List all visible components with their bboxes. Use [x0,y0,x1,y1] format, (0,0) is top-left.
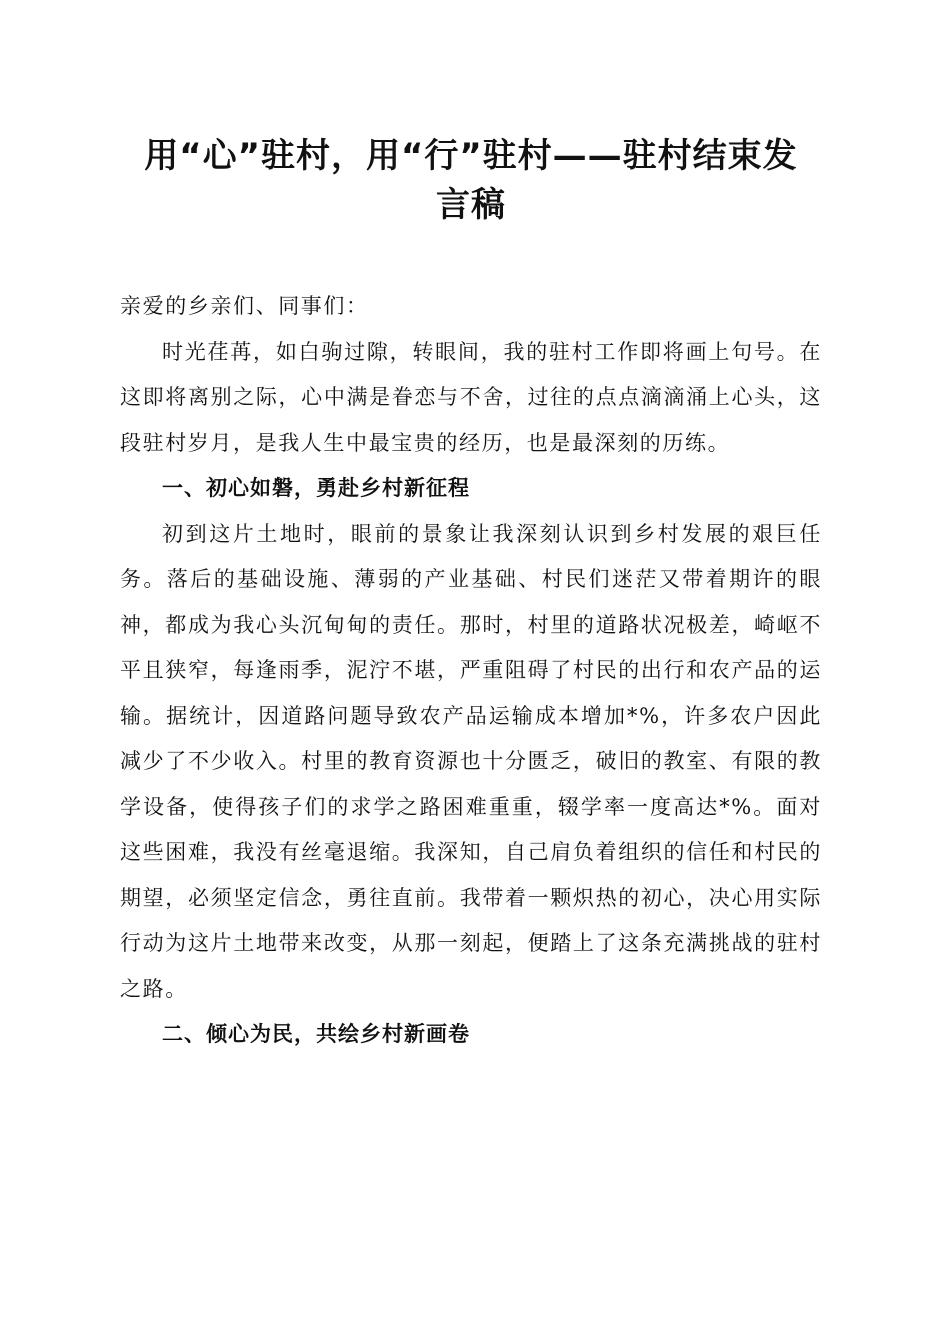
title-line-1: 用“心”驻村，用“行”驻村——驻村结束发 [144,136,798,176]
section-heading-1: 一、初心如磐，勇赴乡村新征程 [162,476,470,500]
paragraph-section-1: 初到这片土地时，眼前的景象让我深刻认识到乡村发展的艰巨任务。落后的基础设施、薄弱的产业基础、村民们迷茫又带着期许的眼神，都成为我心头沉甸甸的责任。那时，村里的道路状况极差，崎岖不平且狭窄，每逢雨季，泥泞不堪，严重阻碍了村民的出行和农产品的运输。据统计，因道路问题导致农产品运输成本增加*%，许多农户因此减少了不少收入。村里的教育资源也十分匮乏，破旧的教室、有限的教学设备，使得孩子们的求学之路困难重重，辍学率一度高达*%。面对这些困难，我没有丝毫退缩。我深知，自己肩负着组织的信任和村民的期望，必须坚定信念，勇往直前。我带着一颗炽热的初心，决心用实际行动为这片土地带来改变，从那一刻起，便踏上了这条充满挑战的驻村之路。 [120,521,822,1001]
section-heading-2: 二、倾心为民，共绘乡村新画卷 [162,1022,470,1046]
document-page [120,132,822,1058]
paragraph-intro: 时光荏苒，如白驹过隙，转眼间，我的驻村工作即将画上句号。在这即将离别之际，心中满是眷恋与不舍，过往的点点滴滴涌上心头，这段驻村岁月，是我人生中最宝贵的经历，也是最深刻的历练。 [120,339,822,455]
title-line-2: 言稿 [436,185,506,225]
document-body [120,284,822,1058]
document-title [120,132,822,230]
greeting: 亲爱的乡亲们、同事们： [120,294,369,318]
